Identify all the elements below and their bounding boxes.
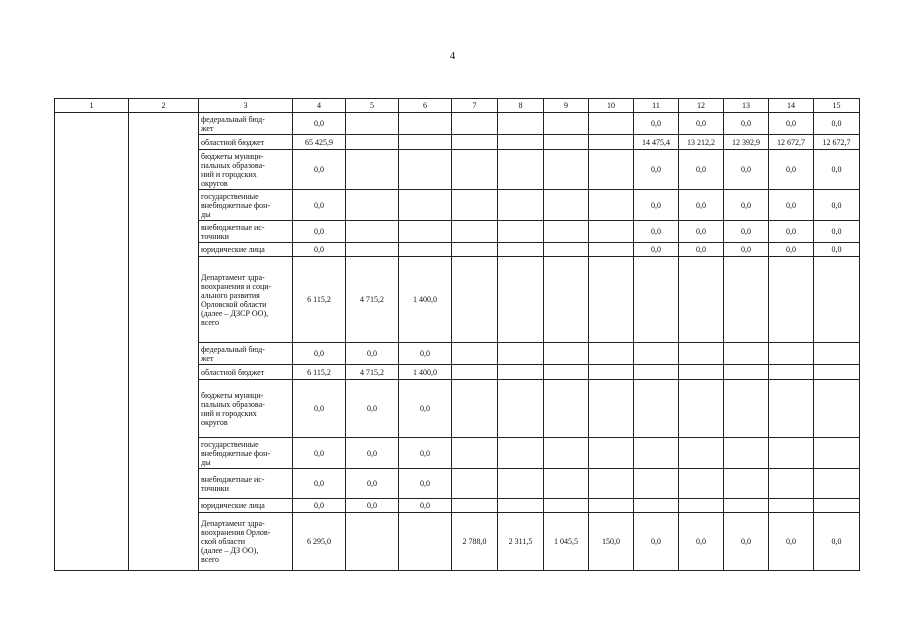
value-cell	[724, 365, 769, 380]
value-cell	[769, 438, 814, 469]
value-cell	[498, 343, 544, 365]
column-header: 11	[634, 99, 679, 113]
column-header: 14	[769, 99, 814, 113]
value-cell	[544, 343, 589, 365]
value-cell	[452, 243, 498, 257]
value-cell	[452, 438, 498, 469]
value-cell	[544, 150, 589, 190]
value-cell: 4 715,2	[346, 365, 399, 380]
column-header: 1	[55, 99, 129, 113]
value-cell: 150,0	[589, 513, 634, 571]
value-cell	[452, 499, 498, 513]
value-cell: 0,0	[634, 221, 679, 243]
value-cell: 0,0	[346, 469, 399, 499]
column-header: 8	[498, 99, 544, 113]
value-cell	[679, 365, 724, 380]
value-cell: 0,0	[346, 343, 399, 365]
value-cell	[452, 469, 498, 499]
column-header: 15	[814, 99, 860, 113]
value-cell	[346, 135, 399, 150]
value-cell	[814, 499, 860, 513]
value-cell	[769, 365, 814, 380]
value-cell: 0,0	[814, 513, 860, 571]
value-cell	[544, 380, 589, 438]
row-label: федеральный бюд- жет	[199, 343, 293, 365]
value-cell	[346, 221, 399, 243]
value-cell	[452, 113, 498, 135]
value-cell: 0,0	[293, 380, 346, 438]
row-label: юридические лица	[199, 499, 293, 513]
value-cell: 0,0	[634, 190, 679, 221]
value-cell	[452, 380, 498, 438]
column-header: 5	[346, 99, 399, 113]
column-header: 2	[129, 99, 199, 113]
value-cell: 0,0	[293, 499, 346, 513]
value-cell: 12 672,7	[814, 135, 860, 150]
value-cell	[679, 257, 724, 343]
row-label: юридические лица	[199, 243, 293, 257]
value-cell	[346, 113, 399, 135]
value-cell: 0,0	[769, 113, 814, 135]
value-cell	[589, 365, 634, 380]
value-cell	[589, 343, 634, 365]
value-cell	[724, 343, 769, 365]
value-cell: 0,0	[293, 221, 346, 243]
value-cell	[399, 221, 452, 243]
row-label: федеральный бюд- жет	[199, 113, 293, 135]
row-label: внебюджетные ис- точники	[199, 221, 293, 243]
value-cell: 0,0	[814, 113, 860, 135]
row-label: областной бюджет	[199, 135, 293, 150]
value-cell: 0,0	[814, 190, 860, 221]
value-cell	[589, 243, 634, 257]
value-cell: 6 115,2	[293, 365, 346, 380]
value-cell	[544, 365, 589, 380]
value-cell	[589, 190, 634, 221]
value-cell	[769, 469, 814, 499]
row-label: внебюджетные ис- точники	[199, 469, 293, 499]
value-cell: 2 788,0	[452, 513, 498, 571]
value-cell: 0,0	[724, 513, 769, 571]
value-cell: 0,0	[293, 343, 346, 365]
value-cell: 2 311,5	[498, 513, 544, 571]
value-cell: 0,0	[724, 150, 769, 190]
row-label: Департамент здра- воохранения Орлов- ской области (далее – ДЗ ОО), всего	[199, 513, 293, 571]
row-label: государственные внебюджетные фон- ды	[199, 438, 293, 469]
value-cell	[498, 113, 544, 135]
value-cell	[589, 221, 634, 243]
value-cell	[544, 221, 589, 243]
value-cell	[452, 135, 498, 150]
value-cell	[399, 135, 452, 150]
value-cell: 0,0	[634, 243, 679, 257]
column-header: 10	[589, 99, 634, 113]
value-cell: 0,0	[293, 150, 346, 190]
value-cell	[498, 499, 544, 513]
column-header: 7	[452, 99, 498, 113]
value-cell: 0,0	[293, 438, 346, 469]
value-cell: 12 392,9	[724, 135, 769, 150]
value-cell	[399, 243, 452, 257]
value-cell: 0,0	[769, 150, 814, 190]
value-cell	[452, 343, 498, 365]
column-header: 13	[724, 99, 769, 113]
value-cell: 1 400,0	[399, 365, 452, 380]
value-cell: 0,0	[814, 150, 860, 190]
value-cell: 0,0	[634, 513, 679, 571]
value-cell: 0,0	[679, 221, 724, 243]
value-cell: 0,0	[679, 113, 724, 135]
value-cell	[544, 438, 589, 469]
value-cell	[544, 243, 589, 257]
value-cell	[452, 190, 498, 221]
value-cell	[814, 343, 860, 365]
column-header: 12	[679, 99, 724, 113]
value-cell	[498, 135, 544, 150]
value-cell	[498, 243, 544, 257]
value-cell	[399, 113, 452, 135]
value-cell	[769, 380, 814, 438]
value-cell	[634, 499, 679, 513]
value-cell	[498, 469, 544, 499]
value-cell	[589, 257, 634, 343]
value-cell: 0,0	[724, 221, 769, 243]
value-cell	[452, 365, 498, 380]
value-cell: 0,0	[346, 438, 399, 469]
value-cell	[724, 257, 769, 343]
value-cell	[498, 380, 544, 438]
value-cell	[544, 190, 589, 221]
value-cell	[544, 469, 589, 499]
value-cell	[634, 438, 679, 469]
value-cell: 0,0	[293, 243, 346, 257]
value-cell	[589, 380, 634, 438]
column-header: 3	[199, 99, 293, 113]
value-cell	[399, 190, 452, 221]
value-cell	[679, 380, 724, 438]
value-cell	[544, 113, 589, 135]
value-cell	[724, 499, 769, 513]
value-cell	[814, 365, 860, 380]
value-cell	[589, 499, 634, 513]
header-row	[55, 99, 860, 113]
value-cell	[814, 380, 860, 438]
value-cell	[399, 513, 452, 571]
value-cell	[589, 469, 634, 499]
value-cell: 0,0	[399, 343, 452, 365]
value-cell	[679, 469, 724, 499]
value-cell	[814, 469, 860, 499]
value-cell: 0,0	[724, 113, 769, 135]
value-cell: 4 715,2	[346, 257, 399, 343]
value-cell: 0,0	[769, 221, 814, 243]
value-cell: 0,0	[293, 469, 346, 499]
value-cell: 0,0	[634, 113, 679, 135]
value-cell: 0,0	[293, 190, 346, 221]
value-cell: 0,0	[399, 380, 452, 438]
value-cell	[724, 438, 769, 469]
value-cell: 0,0	[679, 190, 724, 221]
column-header: 9	[544, 99, 589, 113]
value-cell	[498, 365, 544, 380]
value-cell: 6 115,2	[293, 257, 346, 343]
value-cell	[452, 150, 498, 190]
value-cell	[679, 499, 724, 513]
value-cell	[452, 257, 498, 343]
value-cell	[498, 438, 544, 469]
value-cell: 0,0	[399, 469, 452, 499]
value-cell	[679, 438, 724, 469]
row-label: бюджеты муници- пальных образова- ний и городских округов	[199, 380, 293, 438]
value-cell	[589, 438, 634, 469]
page-number: 4	[449, 50, 456, 62]
value-cell: 0,0	[769, 190, 814, 221]
value-cell: 0,0	[399, 499, 452, 513]
value-cell	[769, 499, 814, 513]
merged-cell-col2	[129, 113, 199, 571]
value-cell	[544, 499, 589, 513]
value-cell	[544, 135, 589, 150]
value-cell	[452, 221, 498, 243]
value-cell	[544, 257, 589, 343]
value-cell: 0,0	[769, 243, 814, 257]
value-cell: 1 045,5	[544, 513, 589, 571]
value-cell	[346, 190, 399, 221]
value-cell	[679, 343, 724, 365]
value-cell: 6 295,0	[293, 513, 346, 571]
value-cell	[634, 343, 679, 365]
value-cell: 0,0	[399, 438, 452, 469]
value-cell	[724, 380, 769, 438]
value-cell	[814, 438, 860, 469]
value-cell: 0,0	[346, 380, 399, 438]
value-cell: 0,0	[814, 243, 860, 257]
value-cell: 0,0	[814, 221, 860, 243]
value-cell: 0,0	[293, 113, 346, 135]
row-label: бюджеты муници- пальных образова- ний и городских округов	[199, 150, 293, 190]
value-cell	[769, 257, 814, 343]
row-label: областной бюджет	[199, 365, 293, 380]
value-cell: 0,0	[724, 190, 769, 221]
value-cell	[346, 513, 399, 571]
row-label: государственные внебюджетные фон- ды	[199, 190, 293, 221]
value-cell: 1 400,0	[399, 257, 452, 343]
value-cell: 0,0	[346, 499, 399, 513]
value-cell: 65 425,9	[293, 135, 346, 150]
merged-cell-col1	[55, 113, 129, 571]
value-cell: 13 212,2	[679, 135, 724, 150]
table-row	[55, 113, 860, 135]
value-cell	[498, 221, 544, 243]
value-cell	[634, 257, 679, 343]
value-cell	[589, 113, 634, 135]
value-cell	[634, 380, 679, 438]
value-cell: 0,0	[679, 150, 724, 190]
value-cell: 12 672,7	[769, 135, 814, 150]
value-cell	[498, 190, 544, 221]
value-cell	[399, 150, 452, 190]
value-cell	[724, 469, 769, 499]
value-cell	[498, 150, 544, 190]
value-cell: 0,0	[679, 513, 724, 571]
value-cell	[589, 135, 634, 150]
value-cell: 0,0	[724, 243, 769, 257]
value-cell	[634, 365, 679, 380]
row-label: Департамент здра- воохранения и соци- ального развития Орловской области (далее – ДЗСР ОО), всего	[199, 257, 293, 343]
value-cell	[814, 257, 860, 343]
column-header: 6	[399, 99, 452, 113]
column-header: 4	[293, 99, 346, 113]
value-cell: 14 475,4	[634, 135, 679, 150]
value-cell	[769, 343, 814, 365]
value-cell	[346, 243, 399, 257]
value-cell	[346, 150, 399, 190]
value-cell: 0,0	[769, 513, 814, 571]
value-cell	[498, 257, 544, 343]
budget-table	[54, 98, 860, 571]
value-cell	[634, 469, 679, 499]
value-cell	[589, 150, 634, 190]
value-cell: 0,0	[634, 150, 679, 190]
value-cell: 0,0	[679, 243, 724, 257]
